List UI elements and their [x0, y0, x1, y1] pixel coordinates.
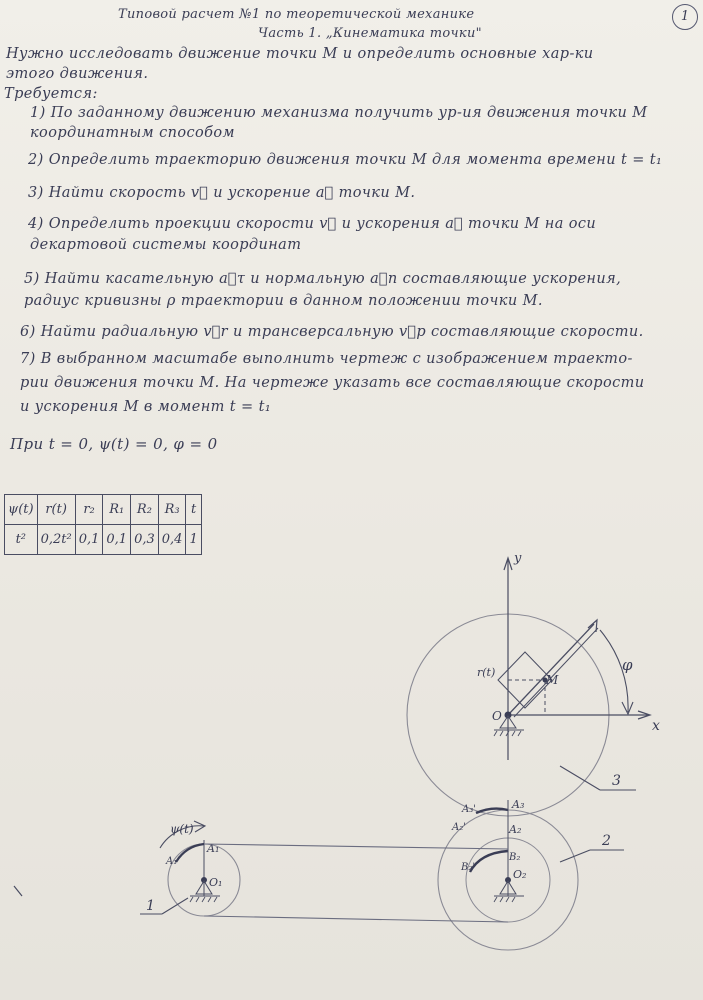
origin-point [505, 712, 512, 719]
required-heading: Требуется: [4, 86, 98, 102]
b2-prime-label: B₂' [461, 862, 476, 873]
title-line-1: Типовой расчет №1 по теоретической механике [118, 7, 475, 22]
table-value-cell: 1 [186, 525, 201, 555]
table-header-cell: R₂ [131, 495, 159, 525]
belt-bottom [204, 916, 508, 922]
callout-3-label: 3 [612, 773, 621, 789]
table-value-cell: 0,3 [131, 525, 159, 555]
stray-mark [14, 886, 22, 896]
task-6-line-1: 6) Найти радиальную v⃗r и трансверсальную v⃗p составляющие скорости. [20, 324, 644, 340]
callout-2-label: 2 [602, 833, 611, 849]
task-4-line-2: декартовой системы координат [30, 237, 302, 253]
a1-label: A₁ [207, 842, 220, 855]
table-header-cell: ψ(t) [5, 495, 38, 525]
phi-label: φ [622, 656, 633, 674]
a2-prime-label: A₂' [452, 822, 466, 833]
psi-label: ψ(t) [170, 822, 194, 836]
x-axis-label: x [652, 718, 660, 734]
callout-1-label: 1 [146, 898, 155, 914]
o2-label: O₂ [513, 868, 527, 881]
task-7-line-2: рии движения точки М. На чертеже указать все составляющие скорости [20, 375, 645, 391]
table-value-cell: 0,1 [103, 525, 131, 555]
a3-label: A₃ [512, 798, 525, 811]
a1-prime-label: A₁' [166, 856, 180, 867]
table-header-cell: R₁ [103, 495, 131, 525]
table-value-cell: 0,1 [75, 525, 103, 555]
o1-point [201, 877, 207, 883]
table-value-cell: 0,4 [158, 525, 186, 555]
page-number: 1 [672, 4, 698, 30]
task-5-line-2: радиус кривизны ρ траектории в данном положении точки М. [24, 293, 543, 309]
belt-top [204, 844, 508, 849]
a2-label: A₂ [509, 823, 522, 836]
table-header-cell: R₃ [158, 495, 186, 525]
arc-b2 [470, 851, 508, 872]
table-header-cell: r(t) [37, 495, 75, 525]
table-header-cell: r₂ [75, 495, 103, 525]
task-1-line-1: 1) По заданному движению механизма получить ур-ия движения точки М [30, 105, 648, 121]
initial-conditions: При t = 0, ψ(t) = 0, φ = 0 [10, 435, 218, 453]
table-header-cell: t [186, 495, 201, 525]
task-1-line-2: координатным способом [30, 125, 235, 141]
slot-line [508, 624, 594, 715]
intro-line-2: этого движения. [6, 66, 149, 82]
o1-label: O₁ [209, 876, 223, 889]
task-5-line-1: 5) Найти касательную a⃗τ и нормальную a⃗n составляющие ускорения, [24, 271, 622, 287]
task-7-line-1: 7) В выбранном масштабе выполнить чертеж с изображением траекто- [20, 351, 633, 367]
o2-point [505, 877, 511, 883]
table-value-cell: t² [5, 525, 38, 555]
y-axis-label: y [514, 551, 522, 566]
b2-label: B₂ [509, 852, 521, 863]
task-2-line-1: 2) Определить траекторию движения точки М для момента времени t = t₁ [28, 152, 663, 168]
task-4-line-1: 4) Определить проекции скорости v⃗ и ускорения a⃗ точки М на оси [28, 216, 597, 232]
task-7-line-3: и ускорения М в момент t = t₁ [20, 399, 272, 415]
r-t-label: r(t) [477, 666, 496, 679]
title-line-2: Часть 1. „Кинематика точки" [258, 26, 482, 41]
a3-prime-label: A₃' [462, 804, 476, 815]
intro-line-1: Нужно исследовать движение точки М и определить основные хар-ки [6, 46, 594, 62]
task-3-line-1: 3) Найти скорость v⃗ и ускорение a⃗ точки М. [28, 185, 416, 201]
origin-label: O [492, 709, 502, 723]
table-value-cell: 0,2t² [37, 525, 75, 555]
point-m-label: M [546, 673, 559, 687]
